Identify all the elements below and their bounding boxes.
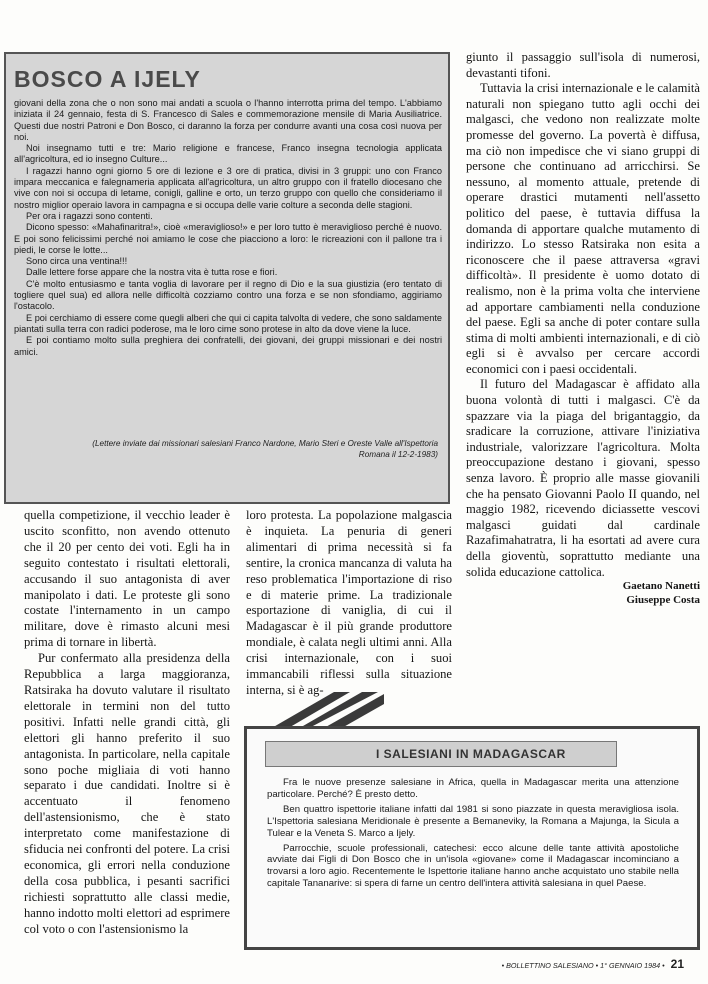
box-paragraph: I ragazzi hanno ogni giorno 5 ore di lezione e 3 ore di pratica, divisi in 3 gruppi: uno con Franco impara meccanica e falegnameria applicata all'agricoltura, un altro gruppo con il fratello diocesano che vive con noi si occupa di letame, conigli, galline e orto, un terzo gruppo con quello che consideriamo il nostro miglior operaio lavora in campagna e si occupa delle varie colture a seconda delle stagioni. <box>14 165 442 210</box>
page-footer <box>502 957 684 971</box>
box-paragraph: C'è molto entusiasmo e tanta voglia di lavorare per il regno di Dio e la sua giustizia (ero tentato di togliere quel sua) ed allora nelle difficoltà cozziamo contro una forza e se non sfondiamo, aggiriamo l'ostacolo. <box>14 278 442 312</box>
sidebar-paragraph: Ben quattro ispettorie italiane infatti dal 1981 si sono piazzate in questa meravigliosa isola. L'Ispettoria salesiana Meridionale è presente a Bemaneviky, la Romana a Majunga, la Sicula a Tulear e la Veneta S. Marco a Ijely. <box>267 803 679 839</box>
box-paragraph: E poi cerchiamo di essere come quegli alberi che qui ci capita talvolta di vedere, che sono saldamente piantati sulla terra con radici poderose, ma le loro cime sono protese in alto da dove viene la luce. <box>14 312 442 334</box>
box-title: BOSCO A IJELY <box>14 66 201 92</box>
box-paragraph: giovani della zona che o non sono mai andati a scuola o l'hanno interrotta prima del tempo. L'abbiamo iniziata il 24 gennaio, festa di S. Francesco di Sales e commemorazione mensile di Maria Ausiliatrice. Questi due nostri Patroni e Don Bosco, ci daranno la forza per condurre avanti una cosa così nuova per noi. <box>14 98 442 142</box>
right-column <box>466 50 700 607</box>
box-signature: (Lettere inviate dai missionari salesiani Franco Nardone, Mario Steri e Oreste Valle all'Ispettoria Romana il 12-2-1983) <box>92 439 438 459</box>
sidebar-header <box>265 741 617 767</box>
footer-publication: • BOLLETTINO SALESIANO • 1° GENNAIO 1984 • <box>501 961 665 970</box>
column-paragraph: loro protesta. La popolazione malgascia è inquieta. La penuria di generi alimentari di prima necessità si fa sentire, la cronica mancanza di valuta ha reso problematica l'importazione di riso e di materie prime. La tradizionale esportazione di vaniglia, di cui il Madagascar è il più grande produttore mondiale, è calata negli ultimi anni. Alla crisi internazionale, con i suoi immancabili riflessi sulla situazione interna, si è ag- <box>246 508 452 697</box>
page-number: 21 <box>670 957 684 971</box>
box-paragraph: E poi contiamo molto sulla preghiera dei confratelli, dei giovani, dei gruppi missionari e dei nostri amici. <box>14 335 442 357</box>
box-paragraph: Per ora i ragazzi sono contenti. <box>26 210 153 221</box>
sidebar-body <box>267 777 679 945</box>
author-name: Giuseppe Costa <box>626 594 700 607</box>
author-name: Gaetano Nanetti <box>622 580 700 593</box>
sidebar-title: I SALESIANI IN MADAGASCAR <box>376 747 566 761</box>
column-paragraph: Pur confermato alla presidenza della Repubblica a larga maggioranza, Ratsiraka ha dovuto valutare il risultato elettorale in termini non del tutto positivi. Infatti nelle grandi città, gli elettori gli hanno preferito il suo antagonista. In particolare, nella capitale sono poche migliaia di voti hanno separato i due candidati. Inoltre si è accentuato il fenomeno dell'astensionismo, che è stato interpretato come manifestazione di sfiducia nei confronti del potere. La crisi economica, gli errori nella conduzione della cosa pubblica, i pesanti sacrifici richiesti soprattutto alle classi medie, hanno indotto molti elettori ad esprimere col voto o con l'astensionismo la <box>24 651 230 936</box>
article-authors <box>466 579 700 607</box>
box-paragraph: Dalle lettere forse appare che la nostra vita è tutta rose e fiori. <box>26 267 278 278</box>
sidebar-paragraph: Parrocchie, scuole professionali, catechesi: ecco alcune delle tante attività apostoliche avviate dai Figli di Don Bosco che in un'isola «giovane» come il Madagascar incominciano a trovarsi a loro agio. Recentemente le Ispettorie italiane hanno anche acquistato uno stabile nella capitale Tananarive: si spera di farne un centro dell'intera attività salesiana in quel Paese. <box>267 842 679 890</box>
sidebar-paragraph: Fra le nuove presenze salesiane in Africa, quella in Madagascar merita una attenzione particolare. Perché? È presto detto. <box>267 777 679 800</box>
box-paragraph: Sono circa una ventina!!! <box>26 256 128 267</box>
box-paragraph: Dicono spesso: «Mahafinaritra!», cioè «meraviglioso!» e per loro tutto è meraviglioso perché è nuovo. E poi sono felicissimi perché noi amiamo le cose che piacciono a loro: le ricreazioni con il pallone tra i piedi, le corse le lotte... <box>14 222 442 255</box>
column-paragraph: giunto il passaggio sull'isola di numerosi, devastanti tifoni. <box>466 50 700 80</box>
box-paragraph: Noi insegnamo tutti e tre: Mario religione e francese, Franco insegna tecnologia applicata all'agricoltura, ed io insegno Culture... <box>14 143 442 165</box>
sidebar-box <box>244 726 700 950</box>
column-paragraph: quella competizione, il vecchio leader è uscito sconfitto, non avendo ottenuto che il 20 per cento dei voti. Egli ha in seguito contestato i risultati elettorali, accusando il suo antagonista di aver manipolato i dati. Le proteste gli sono costate l'internamento in un campo militare, dove è rimasto alcuni mesi prima di tornare in libertà. <box>24 508 230 650</box>
column-paragraph: Tuttavia la crisi internazionale e le calamità naturali non spiegano tutto agli occhi dei malgasci, che vedono non realizzate molte promesse del governo. La povertà è diffusa, ma ciò non impedisce che vi siano gruppi di persone che continuano ad arricchirsi. Se nessuno, al momento attuale, pretende di operare drastici mutamenti nell'assetto politico del paese, è tuttavia diffusa la domanda di apportare qualche mutamento di indirizzo. Lo stesso Ratsiraka non esita a riconoscere che il paese attraversa «gravi difficoltà». Il presidente è uomo dotato di realismo, non è la prima volta che interviene ad apportare cambiamenti nella conduzione del paese. Egli sa anche di poter contare sulla stima di molti ambienti internazionali, e di ciò egli si è avvalso per cercare accordi economici con i paesi occidentali. <box>466 81 700 376</box>
article-column-left <box>24 508 230 937</box>
column-paragraph: Il futuro del Madagascar è affidato alla buona volontà di tutti i malgasci. C'è da spazzare via la piaga del brigantaggio, da sradicare la corruzione, attivare l'iniziativa industriale, valorizzare l'agricoltura. Molta preoccupazione destano i giovani, spesso senza lavoro. È proprio alle masse giovanili che ha pensato Giovanni Paolo II quando, nel maggio 1982, ricevendo diciassette vescovi malgasci guidati dal cardinale Razafimahatratra, li ha esortati ad avere cura della gioventù, soprattutto mediante una solida educazione cattolica. <box>466 377 700 579</box>
box-body <box>14 98 442 358</box>
testimony-box <box>4 52 450 504</box>
article-column-middle <box>246 508 452 699</box>
